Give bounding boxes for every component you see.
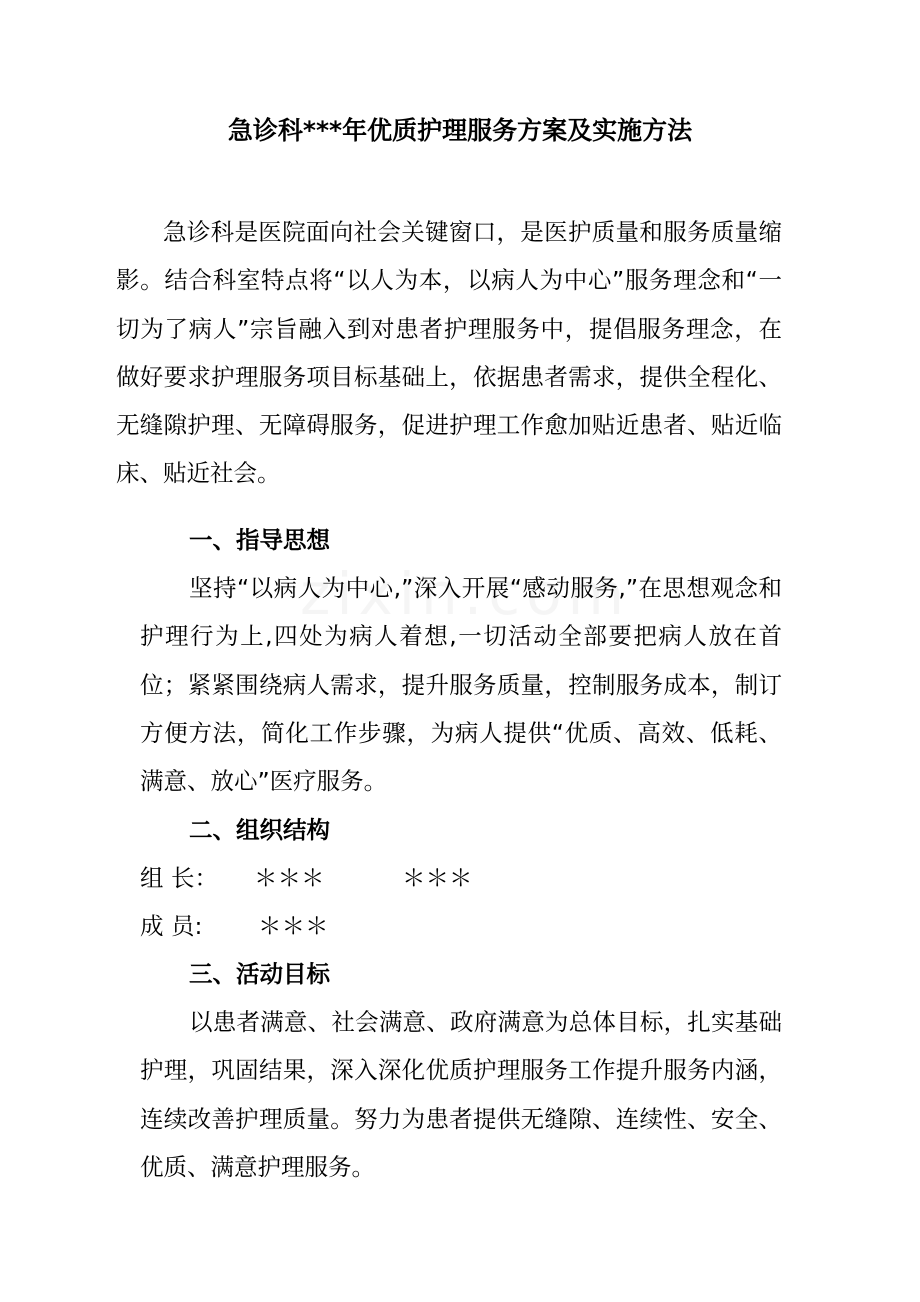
section-heading-organization: 二、组织结构 (189, 816, 330, 844)
member-label-leader: 组 长： (140, 864, 218, 892)
member-name: ＊＊＊ (402, 864, 473, 892)
member-name: ＊＊＊ (254, 864, 325, 892)
section-body-guiding-ideology: 坚持“以病人为中心,”深入开展“感动服务,”在思想观念和护理行为上,四处为病人着想,一切活动全部要把病人放在首位；紧紧围绕病人需求，提升服务质量，控制服务成本，制订方便方法，简化工作步骤，为病人提供“优质、高效、低耗、满意、放心”医疗服务。 (140, 574, 782, 796)
intro-paragraph: 急诊科是医院面向社会关键窗口，是医护质量和服务质量缩影。结合科室特点将“以人为本，以病人为中心”服务理念和“一切为了病人”宗旨融入到对患者护理服务中，提倡服务理念，在做好要求护理服务项目标基础上，依据患者需求，提供全程化、无缝隙护理、无障碍服务，促进护理工作愈加贴近患者、贴近临床、贴近社会。 (116, 218, 782, 488)
section-heading-guiding-ideology: 一、指导思想 (189, 526, 330, 554)
member-label-members: 成 员: (140, 912, 203, 940)
document-title: 急诊科***年优质护理服务方案及实施方法 (227, 116, 693, 145)
member-name: ＊＊＊ (258, 912, 329, 940)
section-heading-activity-goals: 三、活动目标 (189, 960, 330, 988)
section-body-activity-goals: 以患者满意、社会满意、政府满意为总体目标，扎实基础护理，巩固结果，深入深化优质护理服务工作提升服务内涵，连续改善护理质量。努力为患者提供无缝隙、连续性、安全、优质、满意护理服务。 (140, 1008, 782, 1181)
